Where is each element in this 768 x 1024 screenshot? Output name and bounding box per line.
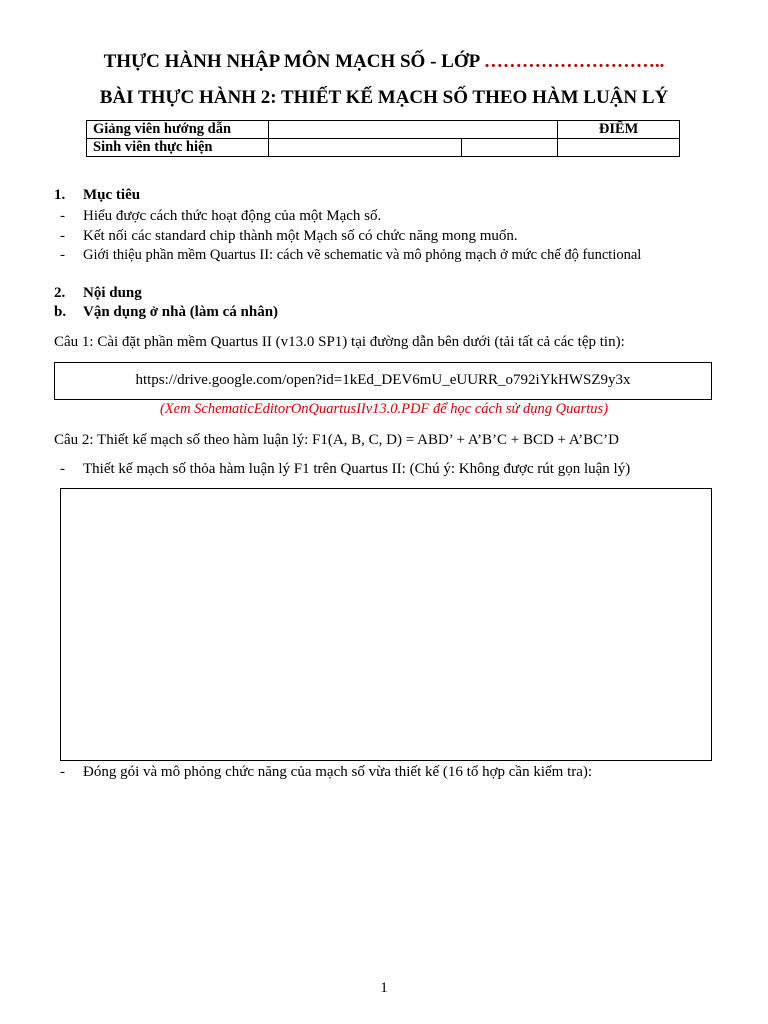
quartus-guide-note: (Xem SchematicEditorOnQuartusIIv13.0.PDF để học cách sử dụng Quartus) [159,401,609,417]
instructor-label: Giảng viên hướng dẫn [87,121,269,139]
download-link[interactable]: https://drive.google.com/open?id=1kEd_DEV6mU_eUURR_o792iYkHWSZ9y3x [135,372,631,388]
page-title-line-1 [0,51,768,73]
bullet-dash: - [60,764,65,780]
question-2-item-2: - Đóng gói và mô phỏng chức năng của mạch số vừa thiết kế (16 tổ hợp cần kiểm tra): [60,764,593,780]
bullet-dash: - [60,228,65,244]
page-title-line-2: BÀI THỰC HÀNH 2: THIẾT KẾ MẠCH SỐ THEO HÀM LUẬN LÝ [99,87,669,108]
section-2-title: Nội dung [83,285,142,301]
bullet-dash: - [60,461,65,477]
title-class-blank: ……………………….. [483,51,665,72]
question-2-text: Câu 2: Thiết kế mạch số theo hàm luận lý: F1(A, B, C, D) = ABD’ + A’B’C + BCD + A’BC’D [54,432,619,448]
info-table [86,120,680,157]
student-name-field[interactable] [268,139,462,157]
question-1-text: Câu 1: Cài đặt phần mềm Quartus II (v13.0 SP1) tại đường dẫn bên dưới (tải tất cả các tệp tin): [54,334,625,350]
subsection-b-number: b. [54,304,67,320]
objective-item-1: - Hiểu được cách thức hoạt động của một Mạch số. [60,208,382,224]
subsection-b-heading [54,303,454,321]
objective-item-2: - Kết nối các standard chip thành một Mạch số có chức năng mong muốn. [60,228,518,244]
link-box [54,362,712,400]
score-field[interactable] [558,139,680,157]
section-1-heading [54,186,354,204]
subsection-b-title: Vận dụng ở nhà (làm cá nhân) [83,304,279,320]
section-2-number: 2. [54,285,66,301]
student-id-field[interactable] [462,139,558,157]
section-1-number: 1. [54,187,66,203]
section-2-heading [54,284,354,302]
question-2-item-1: - Thiết kế mạch số thỏa hàm luận lý F1 trên Quartus II: (Chú ý: Không được rút gọn luận lý) [60,461,631,477]
instructor-field[interactable] [268,121,557,139]
circuit-design-area[interactable] [60,488,712,761]
student-label: Sinh viên thực hiện [87,139,269,157]
score-label: ĐIỂM [558,121,680,139]
page-number: 1 [380,980,388,996]
objective-item-3: - Giới thiệu phần mềm Quartus II: cách vẽ schematic và mô phỏng mạch ở mức chế độ functional [60,247,642,263]
section-1-title: Mục tiêu [83,187,141,203]
bullet-dash: - [60,247,65,263]
student-row [87,139,680,157]
bullet-dash: - [60,208,65,224]
title-course: THỰC HÀNH NHẬP MÔN MẠCH SỐ - LỚP [103,51,480,72]
instructor-row [87,121,680,139]
